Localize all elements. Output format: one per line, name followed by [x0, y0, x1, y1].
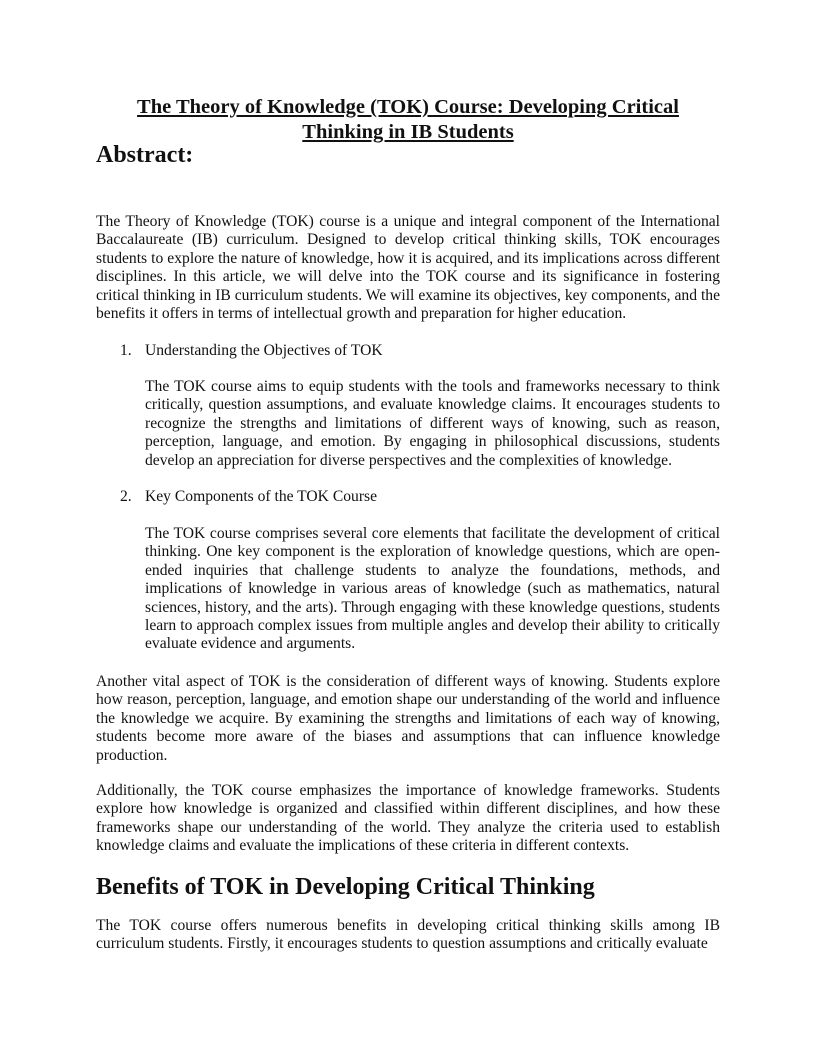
document-title: The Theory of Knowledge (TOK) Course: Developing Critical Thinking in IB Students [137, 96, 679, 143]
list-label: Key Components of the TOK Course [145, 488, 378, 505]
paragraph-ways-of-knowing: Another vital aspect of TOK is the consideration of different ways of knowing. Students explore how reason, perception, language, and emotion shape our understanding of the world and influence the knowledge we acquire. By examining the strengths and limitations of each way of knowing, students become more aware of the biases and assumptions that can influence knowledge production. [96, 673, 720, 764]
paragraph-knowledge-frameworks: Additionally, the TOK course emphasizes the importance of knowledge frameworks. Students explore how knowledge is organized and classified within different disciplines, and how these frameworks shape our understanding of the world. They analyze the criteria used to establish knowledge claims and evaluate the implications of these criteria in different contexts. [96, 782, 720, 855]
abstract-paragraph: The Theory of Knowledge (TOK) course is a unique and integral component of the International Baccalaureate (IB) curriculum. Designed to develop critical thinking skills, TOK encourages students to explore the nature of knowledge, how it is acquired, and its implications across different disciplines. In this article, we will delve into the TOK course and its significance in fostering critical thinking in IB curriculum students. We will examine its objectives, key components, and the benefits it offers in terms of intellectual growth and preparation for higher education. [96, 213, 720, 323]
benefits-paragraph: The TOK course offers numerous benefits in developing critical thinking skills among IB curriculum students. Firstly, it encourages students to question assumptions and critically evaluate [96, 917, 720, 953]
list-item-2-paragraph: The TOK course comprises several core elements that facilitate the development of critical thinking. One key component is the exploration of knowledge questions, which are open-ended inquiries that challenge students to analyze the foundations, methods, and implications of knowledge in various areas of knowledge (such as mathematics, natural sciences, history, and the arts). Through engaging with these knowledge questions, students learn to approach complex issues from multiple angles and develop their ability to critically evaluate evidence and arguments. [145, 525, 720, 653]
list-number: 1. [120, 342, 132, 359]
list-item-2-label [120, 488, 720, 506]
list-item-1-label [120, 342, 720, 360]
list-item-1-paragraph: The TOK course aims to equip students with the tools and frameworks necessary to think critically, question assumptions, and evaluate knowledge claims. It encourages students to recognize the strengths and limitations of different ways of knowing, such as reason, perception, language, and emotion. By engaging in philosophical discussions, students develop an appreciation for diverse perspectives and the complexities of knowledge. [145, 378, 720, 469]
benefits-heading: Benefits of TOK in Developing Critical Thinking [96, 874, 595, 900]
list-label: Understanding the Objectives of TOK [145, 342, 383, 359]
list-number: 2. [120, 488, 132, 505]
abstract-heading: Abstract: [96, 142, 194, 168]
